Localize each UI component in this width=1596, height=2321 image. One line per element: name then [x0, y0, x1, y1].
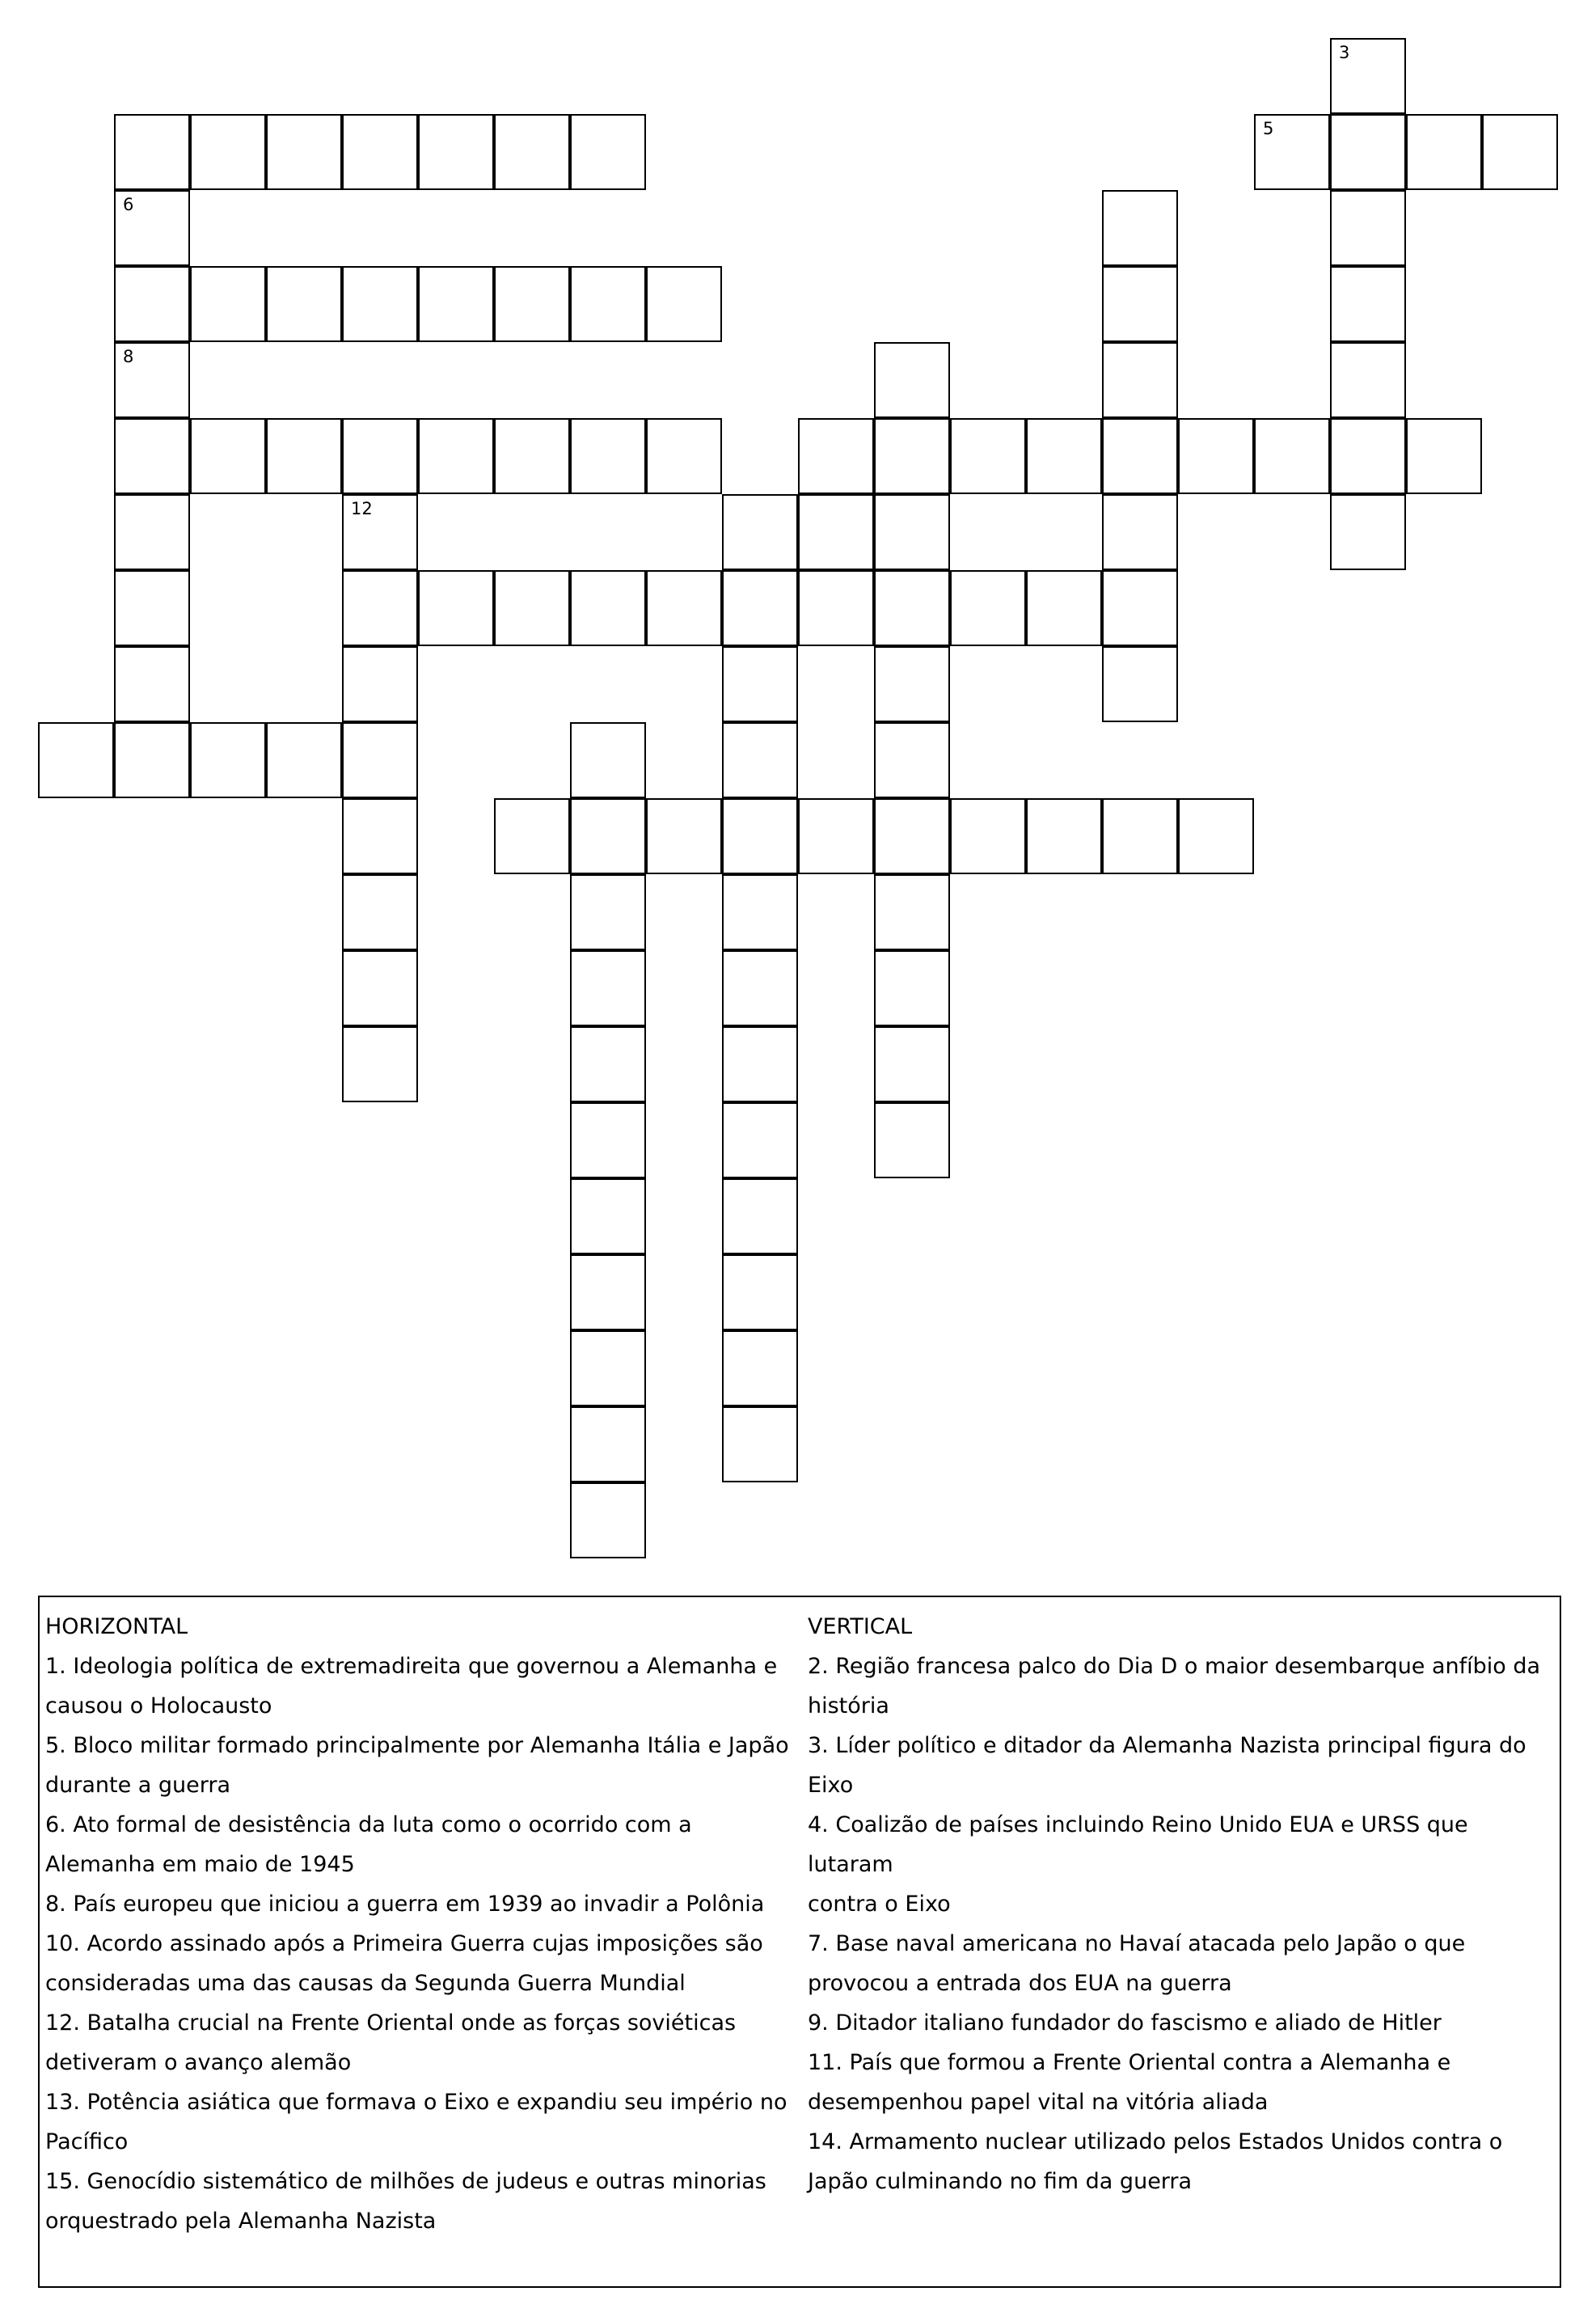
crossword-cell[interactable]: [1178, 798, 1254, 874]
crossword-cell[interactable]: [646, 798, 722, 874]
horizontal-clue-line: durante a guerra: [45, 1773, 231, 1798]
crossword-cell[interactable]: [114, 190, 190, 266]
vertical-clue-line: história: [808, 1693, 889, 1719]
crossword-cell[interactable]: [342, 570, 418, 646]
crossword-cell[interactable]: [1330, 418, 1406, 494]
horizontal-clue-line: Alemanha em maio de 1945: [45, 1852, 355, 1877]
crossword-cell[interactable]: [1330, 494, 1406, 570]
crossword-cell[interactable]: [722, 1178, 798, 1254]
crossword-cell[interactable]: [190, 722, 266, 798]
crossword-cell[interactable]: [342, 494, 418, 570]
horizontal-clue-line: 12. Batalha crucial na Frente Oriental onde as forças soviéticas: [45, 2010, 737, 2036]
crossword-cell[interactable]: [722, 1406, 798, 1482]
crossword-cell[interactable]: [950, 570, 1026, 646]
crossword-cell[interactable]: [722, 494, 798, 570]
crossword-cell[interactable]: [1330, 38, 1406, 114]
crossword-cell[interactable]: [1482, 114, 1558, 190]
crossword-cell[interactable]: [874, 1102, 950, 1178]
crossword-cell[interactable]: [570, 874, 646, 950]
crossword-cell[interactable]: [342, 646, 418, 722]
crossword-cell[interactable]: [570, 1406, 646, 1482]
crossword-cell[interactable]: [722, 874, 798, 950]
crossword-cell[interactable]: [570, 266, 646, 342]
horizontal-clue-line: 1. Ideologia política de extremadireita que governou a Alemanha e: [45, 1654, 778, 1679]
crossword-cell[interactable]: [1102, 798, 1178, 874]
crossword-cell[interactable]: [1026, 798, 1102, 874]
crossword-cell[interactable]: [114, 418, 190, 494]
vertical-clue-line: 14. Armamento nuclear utilizado pelos Estados Unidos contra o: [808, 2129, 1503, 2154]
vertical-clue-line: Japão culminando no fim da guerra: [808, 2169, 1193, 2194]
crossword-cell[interactable]: [874, 798, 950, 874]
crossword-cell[interactable]: [190, 266, 266, 342]
crossword-cell[interactable]: [874, 1026, 950, 1102]
crossword-cell[interactable]: [418, 266, 494, 342]
crossword-cell[interactable]: [570, 1026, 646, 1102]
crossword-cell[interactable]: [570, 1178, 646, 1254]
crossword-cell[interactable]: [342, 950, 418, 1026]
crossword-cell[interactable]: [342, 266, 418, 342]
crossword-cell[interactable]: [722, 570, 798, 646]
crossword-cell[interactable]: [418, 418, 494, 494]
horizontal-clue-line: consideradas uma das causas da Segunda Guerra Mundial: [45, 1971, 686, 1996]
vertical-clues-column: [808, 1607, 1560, 2201]
crossword-cell[interactable]: [38, 722, 114, 798]
crossword-cell[interactable]: [722, 1330, 798, 1406]
vertical-clue-line: 7. Base naval americana no Havaí atacada pelo Japão o que: [808, 1931, 1466, 1956]
horizontal-clue-line: causou o Holocausto: [45, 1693, 272, 1719]
crossword-cell[interactable]: [570, 1102, 646, 1178]
crossword-cell[interactable]: [646, 570, 722, 646]
crossword-cell[interactable]: [1026, 418, 1102, 494]
crossword-cell[interactable]: [570, 1330, 646, 1406]
horizontal-clue-line: Pacífico: [45, 2129, 129, 2154]
clue-number: 12: [351, 499, 373, 518]
crossword-cell[interactable]: [114, 722, 190, 798]
crossword-cell[interactable]: [1102, 646, 1178, 722]
horizontal-clue-line: 5. Bloco militar formado principalmente por Alemanha Itália e Japão: [45, 1733, 789, 1758]
horizontal-clue-line: 15. Genocídio sistemático de milhões de judeus e outras minorias: [45, 2169, 766, 2194]
crossword-cell[interactable]: [798, 798, 874, 874]
crossword-cell[interactable]: [570, 570, 646, 646]
clue-number: 5: [1263, 119, 1274, 138]
crossword-cell[interactable]: [1026, 570, 1102, 646]
vertical-clue-line: 9. Ditador italiano fundador do fascismo e aliado de Hitler: [808, 2010, 1442, 2036]
crossword-cell[interactable]: [342, 722, 418, 798]
vertical-clue-line: contra o Eixo: [808, 1892, 951, 1917]
crossword-cell[interactable]: [342, 114, 418, 190]
crossword-cell[interactable]: [114, 342, 190, 418]
crossword-cell[interactable]: [874, 494, 950, 570]
crossword-cell[interactable]: [266, 266, 342, 342]
crossword-cell[interactable]: [1406, 418, 1482, 494]
crossword-cell[interactable]: [342, 1026, 418, 1102]
crossword-cell[interactable]: [266, 722, 342, 798]
crossword-cell[interactable]: [190, 114, 266, 190]
crossword-cell[interactable]: [874, 874, 950, 950]
crossword-cell[interactable]: [570, 114, 646, 190]
clue-number: 6: [123, 195, 134, 214]
vertical-clue-line: 11. País que formou a Frente Oriental contra a Alemanha e: [808, 2050, 1451, 2075]
vertical-clue-line: 4. Coalizão de países incluindo Reino Unido EUA e URSS que lutaram: [808, 1812, 1468, 1877]
horizontal-clue-line: 13. Potência asiática que formava o Eixo e expandiu seu império no: [45, 2090, 787, 2115]
crossword-cell[interactable]: [1178, 418, 1254, 494]
crossword-cell[interactable]: [722, 1026, 798, 1102]
crossword-cell[interactable]: [1102, 570, 1178, 646]
crossword-cell[interactable]: [114, 570, 190, 646]
vertical-clue-line: desempenhou papel vital na vitória aliada: [808, 2090, 1269, 2115]
clue-number: 3: [1339, 43, 1350, 62]
horizontal-clue-line: 6. Ato formal de desistência da luta como o ocorrido com a: [45, 1812, 692, 1837]
horizontal-clue-line: detiveram o avanço alemão: [45, 2050, 352, 2075]
crossword-cell[interactable]: [874, 646, 950, 722]
crossword-cell[interactable]: [1102, 494, 1178, 570]
crossword-cell[interactable]: [1330, 266, 1406, 342]
crossword-cell[interactable]: [1102, 190, 1178, 266]
vertical-clue-line: provocou a entrada dos EUA na guerra: [808, 1971, 1232, 1996]
crossword-cell[interactable]: [494, 114, 570, 190]
horizontal-clue-line: 10. Acordo assinado após a Primeira Guerra cujas imposições são: [45, 1931, 763, 1956]
horizontal-clues-header: HORIZONTAL: [45, 1614, 188, 1639]
crossword-cell[interactable]: [494, 798, 570, 874]
crossword-cell[interactable]: [722, 950, 798, 1026]
crossword-cell[interactable]: [570, 722, 646, 798]
crossword-cell[interactable]: [722, 722, 798, 798]
crossword-cell[interactable]: [874, 570, 950, 646]
crossword-cell[interactable]: [874, 722, 950, 798]
vertical-clue-line: Eixo: [808, 1773, 854, 1798]
crossword-cell[interactable]: [570, 1482, 646, 1558]
vertical-clues-header: VERTICAL: [808, 1614, 913, 1639]
crossword-cell[interactable]: [1330, 190, 1406, 266]
crossword-cell[interactable]: [494, 570, 570, 646]
crossword-cell[interactable]: [1330, 342, 1406, 418]
crossword-cell[interactable]: [722, 1102, 798, 1178]
crossword-cell[interactable]: [1102, 342, 1178, 418]
crossword-cell[interactable]: [798, 494, 874, 570]
crossword-cell[interactable]: [570, 418, 646, 494]
crossword-cell[interactable]: [874, 418, 950, 494]
horizontal-clues-column: [45, 1607, 821, 2241]
crossword-cell[interactable]: [342, 874, 418, 950]
crossword-cell[interactable]: [950, 798, 1026, 874]
crossword-cell[interactable]: [1102, 418, 1178, 494]
horizontal-clue-line: 8. País europeu que iniciou a guerra em 1939 ao invadir a Polônia: [45, 1892, 765, 1917]
crossword-cell[interactable]: [266, 418, 342, 494]
horizontal-clue-line: orquestrado pela Alemanha Nazista: [45, 2209, 437, 2234]
crossword-cell[interactable]: [418, 114, 494, 190]
crossword-cell[interactable]: [874, 342, 950, 418]
crossword-cell[interactable]: [114, 266, 190, 342]
crossword-cell[interactable]: [722, 798, 798, 874]
crossword-cell[interactable]: [874, 950, 950, 1026]
crossword-cell[interactable]: [266, 114, 342, 190]
crossword-cell[interactable]: [114, 494, 190, 570]
crossword-cell[interactable]: [418, 570, 494, 646]
crossword-cell[interactable]: [798, 570, 874, 646]
crossword-cell[interactable]: [646, 266, 722, 342]
crossword-cell[interactable]: [722, 1254, 798, 1330]
clue-number: 8: [123, 347, 134, 366]
crossword-cell[interactable]: [494, 266, 570, 342]
clues-box: [38, 1596, 1561, 2288]
vertical-clue-line: 2. Região francesa palco do Dia D o maior desembarque anfíbio da: [808, 1654, 1541, 1679]
crossword-cell[interactable]: [1102, 266, 1178, 342]
crossword-cell[interactable]: [1406, 114, 1482, 190]
crossword-cell[interactable]: [722, 646, 798, 722]
crossword-cell[interactable]: [114, 646, 190, 722]
crossword-cell[interactable]: [342, 418, 418, 494]
crossword-cell[interactable]: [1254, 418, 1330, 494]
crossword-cell[interactable]: [1330, 114, 1406, 190]
crossword-cell[interactable]: [342, 798, 418, 874]
crossword-cell[interactable]: [570, 950, 646, 1026]
crossword-cell[interactable]: [950, 418, 1026, 494]
vertical-clue-line: 3. Líder político e ditador da Alemanha Nazista principal figura do: [808, 1733, 1526, 1758]
crossword-cell[interactable]: [646, 418, 722, 494]
crossword-cell[interactable]: [798, 418, 874, 494]
crossword-cell[interactable]: [494, 418, 570, 494]
crossword-cell[interactable]: [570, 798, 646, 874]
crossword-cell[interactable]: [190, 418, 266, 494]
crossword-cell[interactable]: [570, 1254, 646, 1330]
crossword-cell[interactable]: [114, 114, 190, 190]
crossword-cell[interactable]: [1254, 114, 1330, 190]
